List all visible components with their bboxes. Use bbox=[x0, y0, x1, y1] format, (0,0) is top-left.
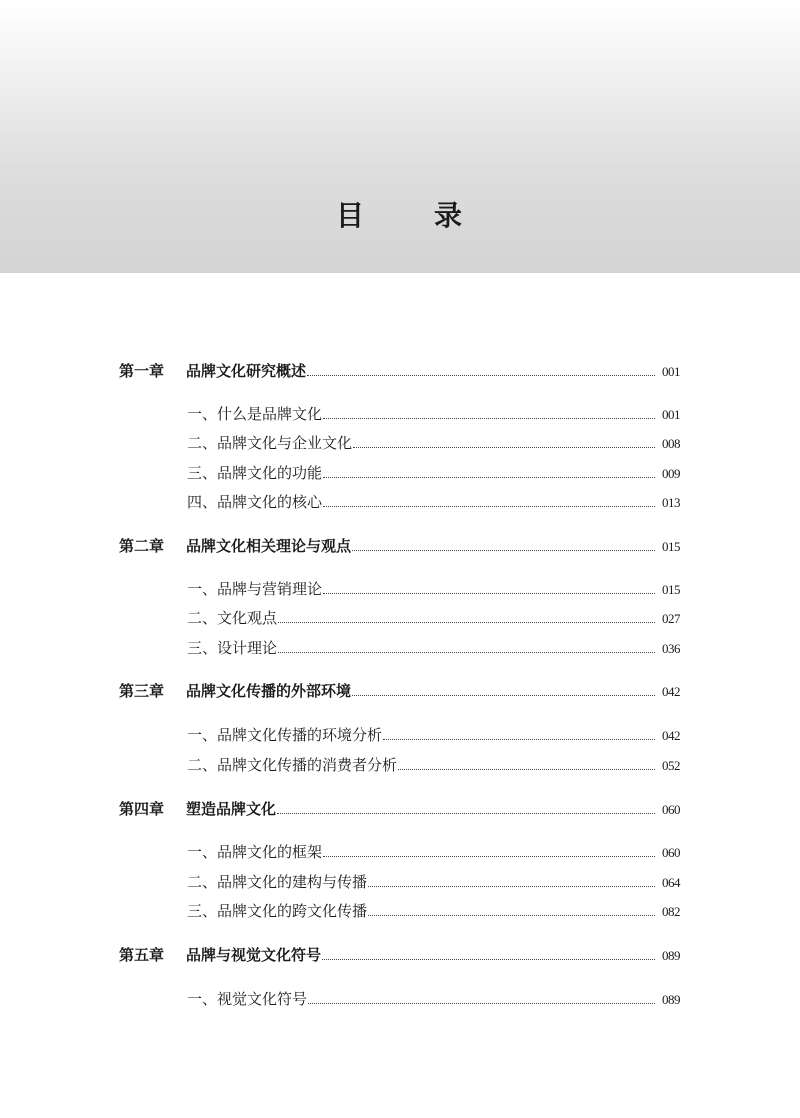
dot-leader bbox=[368, 914, 655, 916]
dot-leader bbox=[277, 812, 655, 814]
page-number: 027 bbox=[662, 611, 680, 626]
dot-leader bbox=[352, 549, 655, 551]
page-number: 008 bbox=[662, 436, 680, 451]
toc-section-row[interactable] bbox=[0, 838, 800, 862]
page-number: 015 bbox=[662, 539, 680, 554]
page-number: 060 bbox=[662, 802, 680, 817]
page-number: 009 bbox=[662, 466, 680, 481]
toc-section-row[interactable] bbox=[0, 897, 800, 921]
page-number: 036 bbox=[662, 641, 680, 656]
title-char-1: 目 bbox=[335, 199, 366, 232]
toc-section-row[interactable] bbox=[0, 400, 800, 424]
chapter-number: 第四章 bbox=[119, 800, 165, 818]
page-number: 064 bbox=[662, 875, 680, 890]
section-title: 三、设计理论 bbox=[187, 639, 278, 657]
toc-section-row[interactable] bbox=[0, 721, 800, 745]
chapter-title: 品牌文化研究概述 bbox=[186, 362, 307, 380]
dot-leader bbox=[308, 1002, 655, 1004]
dot-leader bbox=[353, 446, 655, 448]
section-title: 二、品牌文化的建构与传播 bbox=[187, 873, 368, 891]
section-title: 二、文化观点 bbox=[187, 609, 278, 627]
page-number: 089 bbox=[662, 992, 680, 1007]
toc-section-row[interactable] bbox=[0, 575, 800, 599]
dot-leader bbox=[278, 651, 655, 653]
section-title: 二、品牌文化与企业文化 bbox=[187, 434, 353, 452]
dot-leader bbox=[307, 374, 655, 376]
page-number: 082 bbox=[662, 904, 680, 919]
chapter-title: 塑造品牌文化 bbox=[186, 800, 277, 818]
toc-section-row[interactable] bbox=[0, 604, 800, 628]
chapter-number: 第二章 bbox=[119, 537, 165, 555]
dot-leader bbox=[323, 855, 655, 857]
dot-leader bbox=[323, 592, 655, 594]
dot-leader bbox=[278, 621, 655, 623]
chapter-number: 第五章 bbox=[119, 946, 165, 964]
section-title: 三、品牌文化的跨文化传播 bbox=[187, 902, 368, 920]
dot-leader bbox=[323, 417, 655, 419]
toc-section-row[interactable] bbox=[0, 751, 800, 775]
page-title bbox=[0, 194, 800, 234]
title-char-2: 录 bbox=[434, 199, 465, 232]
dot-leader bbox=[368, 885, 655, 887]
page-number: 089 bbox=[662, 948, 680, 963]
section-title: 一、品牌文化的框架 bbox=[187, 843, 323, 861]
toc-chapter-row[interactable] bbox=[0, 532, 800, 556]
toc-section-row[interactable] bbox=[0, 985, 800, 1009]
page-number: 060 bbox=[662, 845, 680, 860]
chapter-title: 品牌与视觉文化符号 bbox=[186, 946, 322, 964]
dot-leader bbox=[383, 738, 655, 740]
dot-leader bbox=[398, 768, 655, 770]
page-number: 042 bbox=[662, 684, 680, 699]
toc-chapter-row[interactable] bbox=[0, 941, 800, 965]
section-title: 一、什么是品牌文化 bbox=[187, 405, 323, 423]
chapter-number: 第三章 bbox=[119, 682, 165, 700]
toc-section-row[interactable] bbox=[0, 459, 800, 483]
section-title: 三、品牌文化的功能 bbox=[187, 464, 323, 482]
toc-section-row[interactable] bbox=[0, 429, 800, 453]
toc-chapter-row[interactable] bbox=[0, 795, 800, 819]
toc-section-row[interactable] bbox=[0, 488, 800, 512]
chapter-title: 品牌文化传播的外部环境 bbox=[186, 682, 352, 700]
chapter-number: 第一章 bbox=[119, 362, 165, 380]
section-title: 二、品牌文化传播的消费者分析 bbox=[187, 756, 398, 774]
section-title: 一、品牌文化传播的环境分析 bbox=[187, 726, 383, 744]
page-number: 001 bbox=[662, 364, 680, 379]
page-number: 015 bbox=[662, 582, 680, 597]
dot-leader bbox=[323, 476, 655, 478]
section-title: 四、品牌文化的核心 bbox=[187, 493, 323, 511]
dot-leader bbox=[322, 958, 655, 960]
dot-leader bbox=[323, 505, 655, 507]
toc-section-row[interactable] bbox=[0, 868, 800, 892]
toc-chapter-row[interactable] bbox=[0, 357, 800, 381]
section-title: 一、视觉文化符号 bbox=[187, 990, 308, 1008]
chapter-title: 品牌文化相关理论与观点 bbox=[186, 537, 352, 555]
dot-leader bbox=[352, 694, 655, 696]
page-number: 052 bbox=[662, 758, 680, 773]
page-number: 013 bbox=[662, 495, 680, 510]
page-number: 042 bbox=[662, 728, 680, 743]
toc-chapter-row[interactable] bbox=[0, 677, 800, 701]
toc-section-row[interactable] bbox=[0, 634, 800, 658]
page-number: 001 bbox=[662, 407, 680, 422]
section-title: 一、品牌与营销理论 bbox=[187, 580, 323, 598]
